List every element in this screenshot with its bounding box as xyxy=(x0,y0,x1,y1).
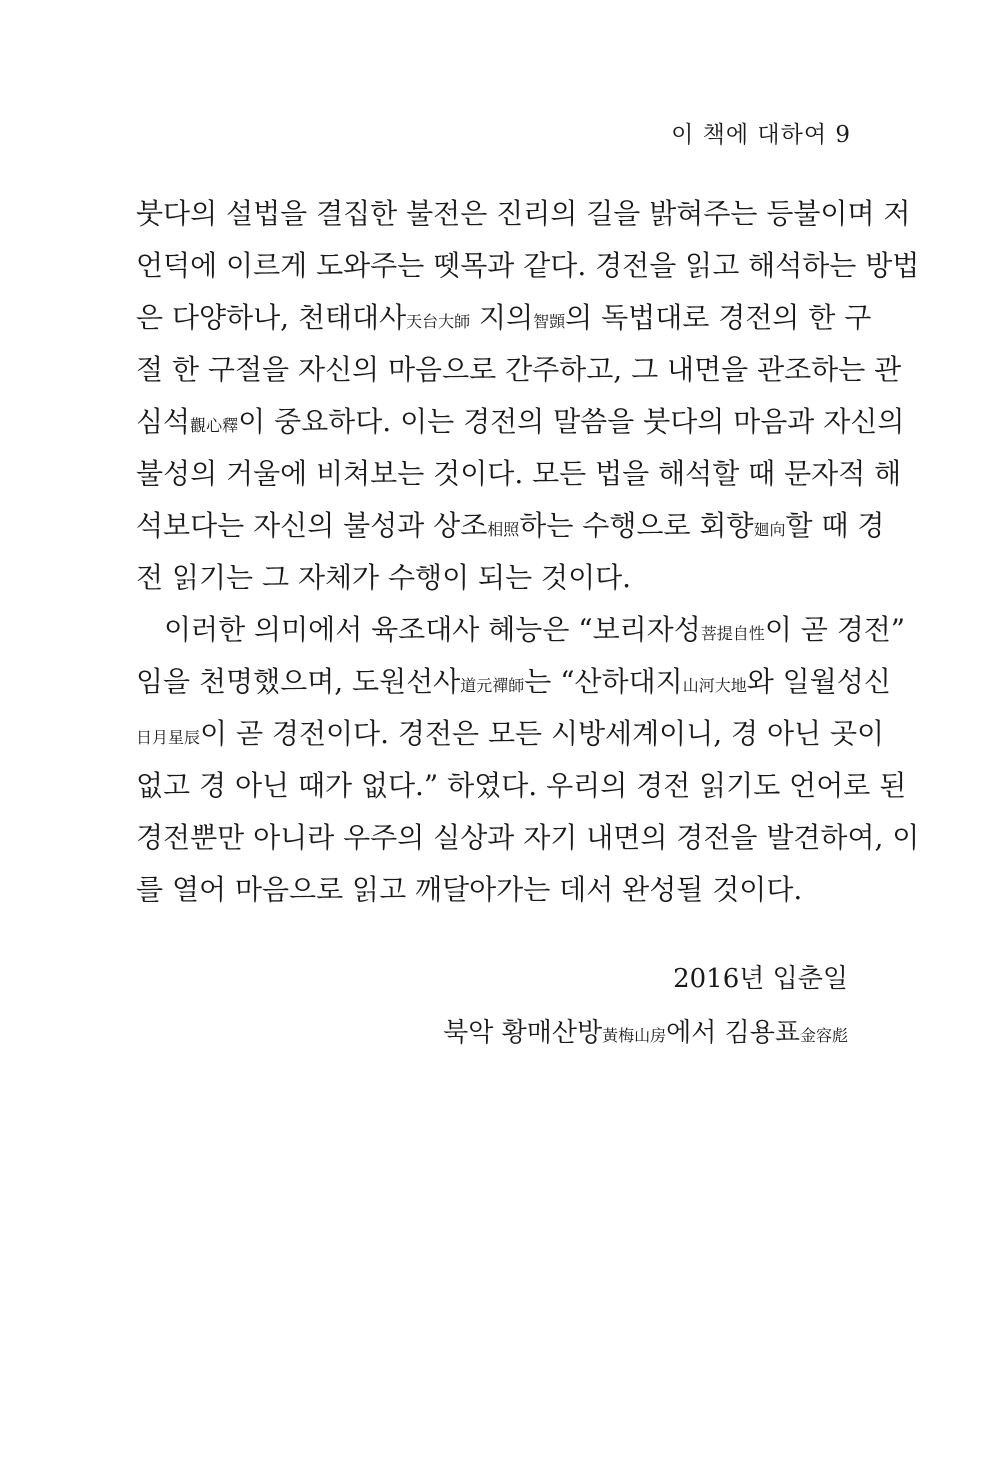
text-run: 이 곧 경전이다. 경전은 모든 시방세계이니, 경 아닌 곳이 xyxy=(200,717,885,750)
running-header: 이 책에 대하여 9 xyxy=(671,122,851,148)
text-run: 임을 천명했으며, 도원선사 xyxy=(136,665,461,698)
text-run: 북악 황매산방 xyxy=(443,1018,603,1048)
text-line xyxy=(136,656,891,708)
text-run: 불성의 거울에 비쳐보는 것이다. 모든 법을 해석할 때 문자적 해 xyxy=(136,457,902,490)
text-run: 이 중요하다. 이는 경전의 말씀을 붓다의 마음과 자신의 xyxy=(238,405,905,438)
text-line xyxy=(136,812,920,864)
text-line xyxy=(136,864,848,916)
text-line xyxy=(136,760,907,812)
hanja-gloss: 日月星辰 xyxy=(136,728,201,747)
paragraph xyxy=(136,604,920,916)
text-line xyxy=(136,188,911,240)
hanja-gloss: 菩提自性 xyxy=(700,624,765,643)
text-run: 의 독법대로 경전의 한 구 xyxy=(565,301,872,334)
text-run: 를 열어 마음으로 읽고 깨달아가는 데서 완성될 것이다. xyxy=(136,873,803,906)
paragraph xyxy=(136,188,920,604)
hanja-gloss: 天台大師 xyxy=(406,312,471,331)
text-run: 할 때 경 xyxy=(785,509,885,542)
text-run: 는 “산하대지 xyxy=(524,665,683,698)
text-run: 경전뿐만 아니라 우주의 실상과 자기 내면의 경전을 발견하여, 이 xyxy=(136,821,920,854)
text-line xyxy=(136,292,872,344)
text-line xyxy=(136,396,905,448)
text-run: 심석 xyxy=(136,405,191,438)
text-line xyxy=(136,604,906,656)
hanja-gloss: 黃梅山房 xyxy=(602,1026,667,1045)
text-line xyxy=(136,344,902,396)
text-run: 와 일월성신 xyxy=(746,665,891,698)
text-run: 없고 경 아닌 때가 없다.” 하였다. 우리의 경전 읽기도 언어로 된 xyxy=(136,769,907,802)
signature-author xyxy=(443,1012,848,1049)
text-line xyxy=(136,552,848,604)
text-run: 석보다는 자신의 불성과 상조 xyxy=(136,509,488,542)
hanja-gloss: 廻向 xyxy=(753,520,786,539)
hanja-gloss: 觀心釋 xyxy=(190,416,239,435)
text-line xyxy=(136,708,885,760)
text-run: 절 한 구절을 자신의 마음으로 간주하고, 그 내면을 관조하는 관 xyxy=(136,353,902,386)
hanja-gloss: 山河大地 xyxy=(682,676,747,695)
text-run: 언덕에 이르게 도와주는 뗏목과 같다. 경전을 읽고 해석하는 방법 xyxy=(136,249,920,282)
text-run: 전 읽기는 그 자체가 수행이 되는 것이다. xyxy=(136,561,632,594)
text-run: 이러한 의미에서 육조대사 혜능은 “보리자성 xyxy=(164,613,701,646)
text-run: 지의 xyxy=(470,301,534,334)
text-run: 에서 김용표 xyxy=(666,1018,800,1048)
text-run: 이 곧 경전” xyxy=(764,613,906,646)
text-line xyxy=(136,500,885,552)
signature-date: 2016년 입춘일 xyxy=(673,964,848,994)
text-line xyxy=(136,240,920,292)
hanja-gloss: 金容彪 xyxy=(799,1026,848,1045)
hanja-gloss: 相照 xyxy=(487,520,520,539)
hanja-gloss: 道元禪師 xyxy=(460,676,525,695)
text-line xyxy=(136,448,902,500)
text-run: 하는 수행으로 회향 xyxy=(519,509,754,542)
hanja-gloss: 智顗 xyxy=(533,312,566,331)
text-run: 붓다의 설법을 결집한 불전은 진리의 길을 밝혀주는 등불이며 저 xyxy=(136,197,911,230)
body-text xyxy=(136,188,920,916)
text-run: 은 다양하나, 천태대사 xyxy=(136,301,407,334)
